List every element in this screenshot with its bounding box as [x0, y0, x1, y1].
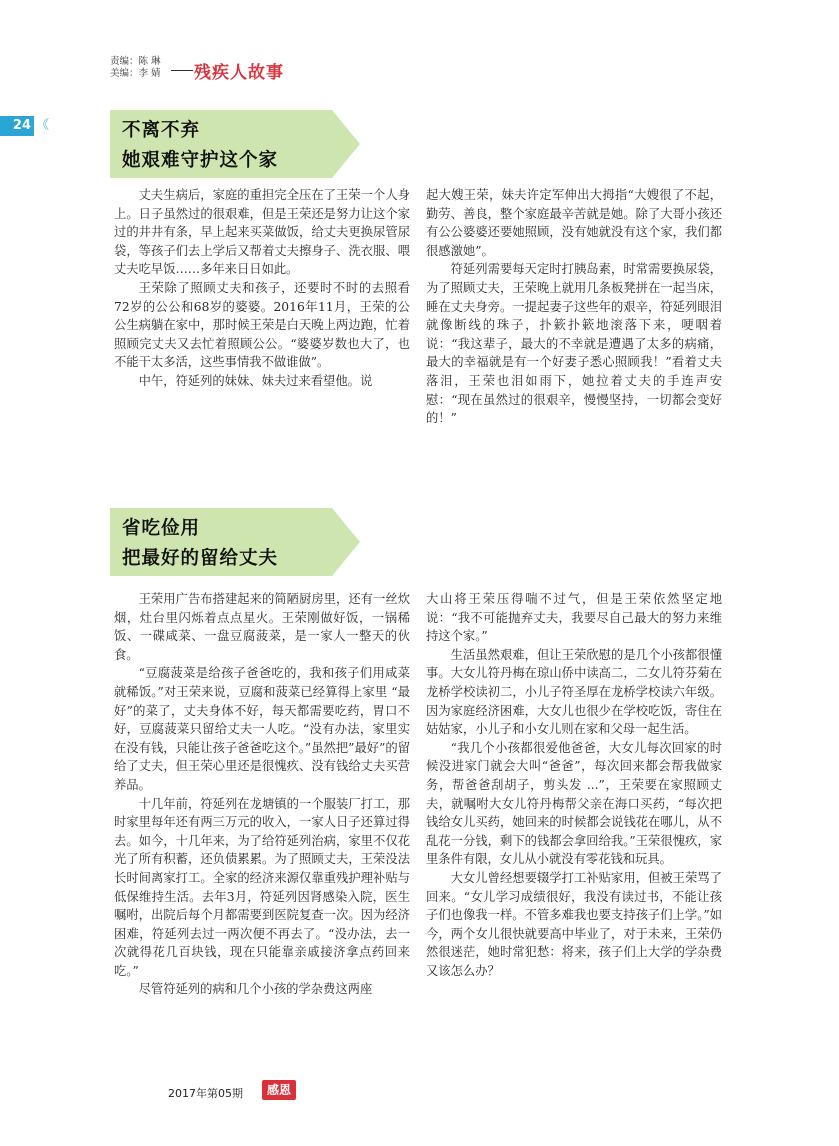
- section2-title-line1: 省吃俭用: [122, 518, 201, 539]
- section1-title-line2: 她艰难守护这个家: [122, 150, 279, 171]
- paragraph: 丈夫生病后，家庭的重担完全压在了王荣一个人身上。日子虽然过的很艰难，但是王荣还是努力让这个家过的井井有条，早上起来买菜做饭，给丈夫更换尿管尿袋，等孩子们去上学后又帮着丈夫擦身子、洗衣服、喂丈夫吃早饭……多年来日日如此。: [114, 188, 410, 277]
- section1-banner: [110, 110, 360, 178]
- editor-credit: 责编：陈 琳: [110, 56, 161, 67]
- column-title: 残疾人故事: [194, 63, 284, 83]
- paragraph: 大女儿曾经想要辍学打工补贴家用，但被王荣骂了回来。“女儿学习成绩很好，我没有读过书，不能让孩子们也像我一样。不管多难我也要支持孩子们上学。”如今，两个女儿很快就要高中毕业了，对于未来，王荣仍然很迷茫，她时常犯愁：将来，孩子们上大学的学杂费又该怎么办？: [426, 870, 722, 978]
- section1-right-column: [426, 186, 722, 428]
- section1-left-column: [114, 186, 410, 391]
- magazine-logo: 感恩: [262, 1080, 296, 1100]
- paragraph: 十几年前，符延列在龙塘镇的一个服装厂打工，那时家里每年还有两三万元的收入，一家人日子还算过得去。如今，十几年来，为了给符延列治病，家里不仅花光了所有积蓄，还负债累累。为了照顾丈夫，王荣没法长时间离家打工。全家的经济来源仅靠重残护理补贴与低保维持生活。去年3月，符延列因肾感染入院，医生嘱咐，出院后每个月都需要到医院复查一次。因为经济困难，符延列去过一两次便不再去了。“没办法，去一次就得花几百块钱，现在只能靠亲戚接济拿点药回来吃。”: [114, 796, 410, 978]
- paragraph: 符延列需要每天定时打胰岛素，时常需要换尿袋，为了照顾丈夫，王荣晚上就用几条板凳拼在一起当床，睡在丈夫身旁。一提起妻子这些年的艰辛，符延列眼泪就像断线的珠子，扑簌扑簌地滚落下来，哽咽着说：“我这辈子，最大的不幸就是遭遇了太多的病痛，最大的幸福就是有一个好妻子悉心照顾我！”看着丈夫落泪，王荣也泪如雨下，她拉着丈夫的手连声安慰：“现在虽然过的很艰辛，慢慢坚持，一切都会变好的！”: [426, 262, 722, 426]
- section2-right-column: [426, 590, 722, 980]
- paragraph: 中午，符延列的妹妹、妹夫过来看望他。说: [138, 373, 373, 388]
- paragraph: “豆腐菠菜是给孩子爸爸吃的，我和孩子们用咸菜就稀饭。”对王荣来说，豆腐和菠菜已经算得上家里 “最好”的菜了，丈夫身体不好，每天都需要吃药，胃口不好，豆腐菠菜只留给丈夫一人吃。“没有办法，家里实在没有钱，只能让孩子爸爸吃这个。”虽然把”最好”的留给了丈夫，但王荣心里还是很愧疚、没有钱给丈夫买营养品。: [114, 666, 410, 792]
- paragraph: 王荣用广告布搭建起来的简陋厨房里，还有一丝炊烟，灶台里闪烁着点点星火。王荣刚做好饭，一锅稀饭、一碟咸菜、一盘豆腐菠菜，是一家人一整天的伙食。: [114, 592, 410, 662]
- editor-credits: [110, 56, 161, 80]
- section2-banner: [110, 508, 360, 576]
- section1-title-line1: 不离不弃: [122, 120, 201, 141]
- paragraph: “我几个小孩都很爱他爸爸，大女儿每次回家的时候没进家门就会大叫“爸爸”，每次回来都会帮我做家务，帮爸爸刮胡子，剪头发 ...”，王荣要在家照顾丈夫，就嘱咐大女儿符丹梅帮父亲在海口买药，“每次把钱给女儿买药，她回来的时候都会说钱花在哪儿，从不乱花一分钱，剩下的钱都会拿回给我。”王荣很愧疚，家里条件有限，女儿从小就没有零花钱和玩具。: [426, 740, 722, 867]
- page-arrows-icon: 《: [36, 118, 50, 133]
- paragraph: 生活虽然艰难，但让王荣欣慰的是几个小孩都很懂事。大女儿符丹梅在琼山侨中读高二，二女儿符芬菊在龙桥学校读初二，小儿子符圣厚在龙桥学校读六年级。因为家庭经济困难，大女儿也很少在学校吃饭，寄住在姑姑家，小儿子和小女儿则在家和父母一起生活。: [426, 647, 722, 737]
- paragraph-continued: 大山将王荣压得喘不过气，但是王荣依然坚定地说：“我不可能抛弃丈夫，我要尽自己最大的努力来维持这个家。”: [426, 592, 722, 644]
- issue-label: 2017年第05期: [168, 1087, 243, 1100]
- header-divider: [171, 70, 193, 71]
- section2-title-line2: 把最好的留给丈夫: [122, 548, 279, 569]
- page-number-tab: 24: [0, 116, 34, 136]
- paragraph: 王荣除了照顾丈夫和孩子，还要时不时的去照看72岁的公公和68岁的婆婆。2016年11月，王荣的公公生病躺在家中，那时候王荣是白天晚上两边跑，忙着照顾完丈夫又去忙着照顾公公。“婆婆岁数也大了，也不能干太多活，这些事情我不做谁做”。: [114, 280, 410, 370]
- section2-left-column: [114, 590, 410, 999]
- paragraph-continued: 起大嫂王荣，妹夫许定军伸出大拇指“大嫂很了不起，勤劳、善良，整个家庭最辛苦就是她。除了大哥小孩还有公公婆婆还要她照顾，没有她就没有这个家，我们都很感激她”。: [426, 188, 722, 258]
- paragraph: 尽管符延列的病和几个小孩的学杂费这两座: [138, 982, 373, 997]
- designer-credit: 美编：李 婧: [110, 68, 161, 79]
